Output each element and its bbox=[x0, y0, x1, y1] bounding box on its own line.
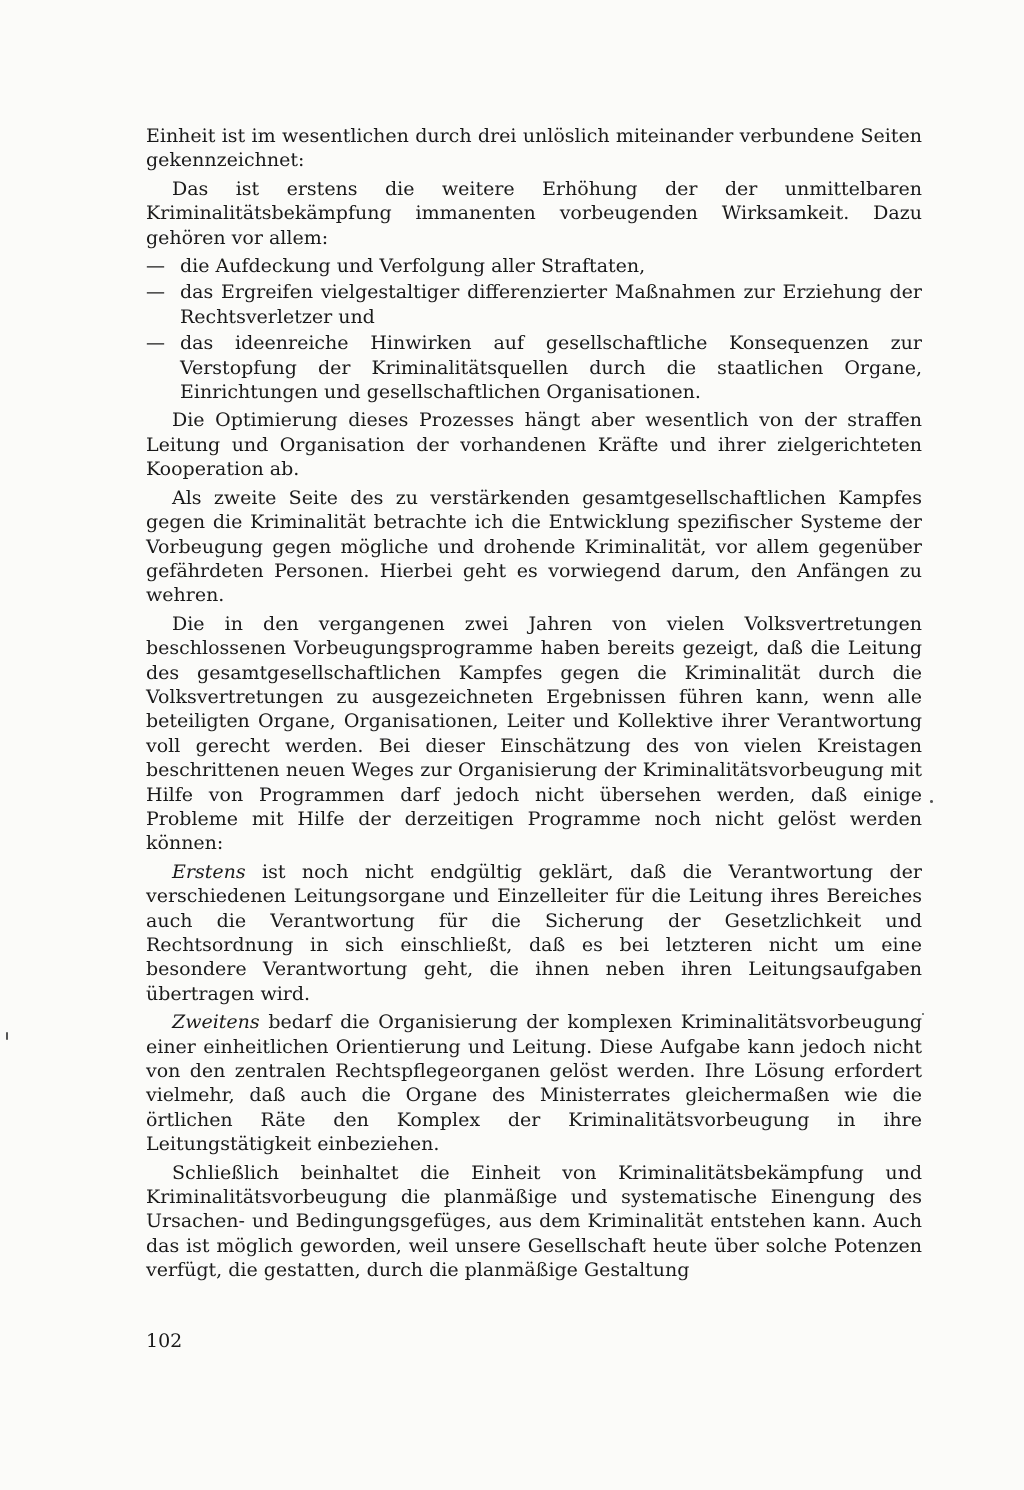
list-dash: — bbox=[146, 332, 165, 355]
page-number: 102 bbox=[146, 1330, 183, 1352]
scan-speck bbox=[930, 800, 933, 803]
paragraph-text: ist noch nicht endgültig geklärt, daß die Verantwortung der verschiedenen Leitungsorgane und Einzelleiter für die Leitung ihres Bereiches auch die Verantwortung für die Sicherung der Gesetzlichkeit und Rechtsordnung in sich einschließt, daß es bei letzteren nicht um eine besondere Verantwortung geht, die ihnen neben ihren Leitungsaufgaben übertragen wird. bbox=[146, 860, 922, 1005]
list-dash: — bbox=[146, 255, 165, 278]
list-item bbox=[146, 331, 922, 404]
paragraph: Schließlich beinhaltet die Einheit von Kriminalitätsbekämpfung und Kriminalitätsvorbeugung die planmäßige und systematische Einengung des Ursachen- und Bedingungsgefüges, aus dem Kriminalität entstehen kann. Auch das ist möglich geworden, weil unsere Gesellschaft heute über solche Potenzen verfügt, die gestatten, durch die planmäßige Gestaltung bbox=[146, 1161, 922, 1282]
paragraph: Die Optimierung dieses Prozesses hängt aber wesentlich von der straffen Leitung und Organisation der vorhandenen Kräfte und ihrer zielgerichteten Kooperation ab. bbox=[146, 409, 922, 481]
paragraph: Einheit ist im wesentlichen durch drei unlöslich miteinander verbundene Seiten gekennzeichnet: bbox=[146, 125, 922, 172]
scan-speck bbox=[922, 1013, 924, 1015]
emphasis-lead: Zweitens bbox=[172, 1011, 260, 1034]
emphasis-lead: Erstens bbox=[172, 860, 246, 883]
paragraph: Als zweite Seite des zu verstärkenden gesamtgesellschaftlichen Kampfes gegen die Kriminalität betrachte ich die Entwicklung spezifischer Systeme der Vorbeugung gegen mögliche und drohende Kriminalität, vor allem gegenüber gefährdeten Personen. Hierbei geht es vorwiegend darum, den Anfängen zu wehren. bbox=[146, 486, 922, 607]
body-text bbox=[146, 124, 922, 1287]
list-item bbox=[146, 280, 922, 329]
list-item-text: das Ergreifen vielgestaltiger differenzierter Maßnahmen zur Erziehung der Rechtsverletzer und bbox=[180, 281, 922, 328]
paragraph bbox=[146, 1010, 922, 1156]
paragraph bbox=[146, 860, 922, 1006]
paragraph-text: bedarf die Organisierung der komplexen Kriminalitätsvorbeugung einer einheitlichen Orientierung und Leitung. Diese Aufgabe kann jedoch nicht von den zentralen Rechtspflegeorganen gelöst werden. Ihre Lösung erfordert vielmehr, daß auch die Organe des Ministerrates gleichermaßen wie die örtlichen Räte den Komplex der Kriminalitätsvorbeugung in ihre Leitungstätigkeit einbeziehen. bbox=[146, 1011, 922, 1156]
paragraph: Die in den vergangenen zwei Jahren von vielen Volksvertretungen beschlossenen Vorbeugungsprogramme haben bereits gezeigt, daß die Leitung des gesamtgesellschaftlichen Kampfes gegen die Kriminalität durch die Volksvertretungen zu ausgezeichneten Ergebnissen führen kann, wenn alle beteiligten Organe, Organisationen, Leiter und Kollektive ihrer Verantwortung voll gerecht werden. Bei dieser Einschätzung des von vielen Kreistagen beschrittenen neuen Weges zur Organisierung der Kriminalitätsvorbeugung mit Hilfe von Programmen darf jedoch nicht übersehen werden, daß einige Probleme mit Hilfe der derzeitigen Programme noch nicht gelöst werden können: bbox=[146, 612, 922, 855]
list-dash: — bbox=[146, 281, 165, 304]
list-item-text: das ideenreiche Hinwirken auf gesellschaftliche Konsequenzen zur Verstopfung der Kriminalitätsquellen durch die staatlichen Organe, Einrichtungen und gesellschaftlichen Organisationen. bbox=[180, 332, 922, 404]
paragraph: Das ist erstens die weitere Erhöhung der der unmittelbaren Kriminalitätsbekämpfung immanenten vorbeugenden Wirksamkeit. Dazu gehören vor allem: bbox=[146, 177, 922, 249]
list-item-text: die Aufdeckung und Verfolgung aller Straftaten, bbox=[180, 255, 646, 278]
scan-speck bbox=[6, 1032, 8, 1040]
list-item bbox=[146, 254, 922, 278]
dash-list bbox=[146, 254, 922, 404]
